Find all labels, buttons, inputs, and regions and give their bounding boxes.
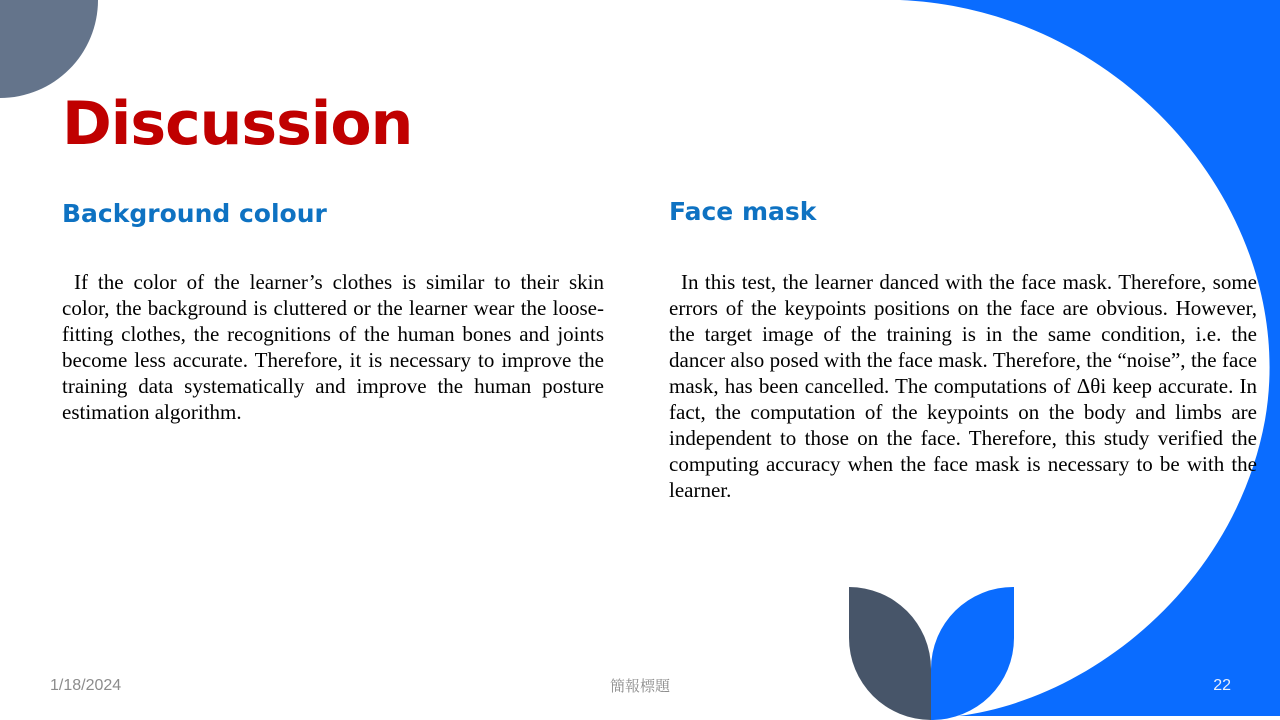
heading-background-colour: Background colour (62, 199, 327, 228)
blue-leaf-shape (931, 587, 1014, 720)
footer-presentation-title: 簡報標題 (609, 677, 670, 695)
footer-page-number: 22 (1213, 677, 1231, 694)
footer-date: 1/18/2024 (50, 677, 122, 694)
body-face-mask: In this test, the learner danced with the face mask. Therefore, some errors of the keypoints positions on the face are obvious. However, the target image of the training is in the same condition, i.e. the dancer also posed with the face mask. Therefore, the “noise”, the face mask, has been cancelled. The computations of Δθi keep accurate. In fact, the computation of the keypoints on the body and limbs are independent to those on the face. Therefore, this study verified the computing accuracy when the face mask is necessary to be with the learner. (669, 270, 1257, 502)
slate-leaf-shape (849, 587, 931, 720)
heading-face-mask: Face mask (669, 197, 817, 226)
slide-title: Discussion (62, 89, 413, 159)
body-background-colour: If the color of the learner’s clothes is similar to their skin color, the background is cluttered or the learner wear the loose-fitting clothes, the recognitions of the human bones and joints become less accurate. Therefore, it is necessary to improve the training data systematically and improve the human posture estimation algorithm. (62, 270, 604, 424)
